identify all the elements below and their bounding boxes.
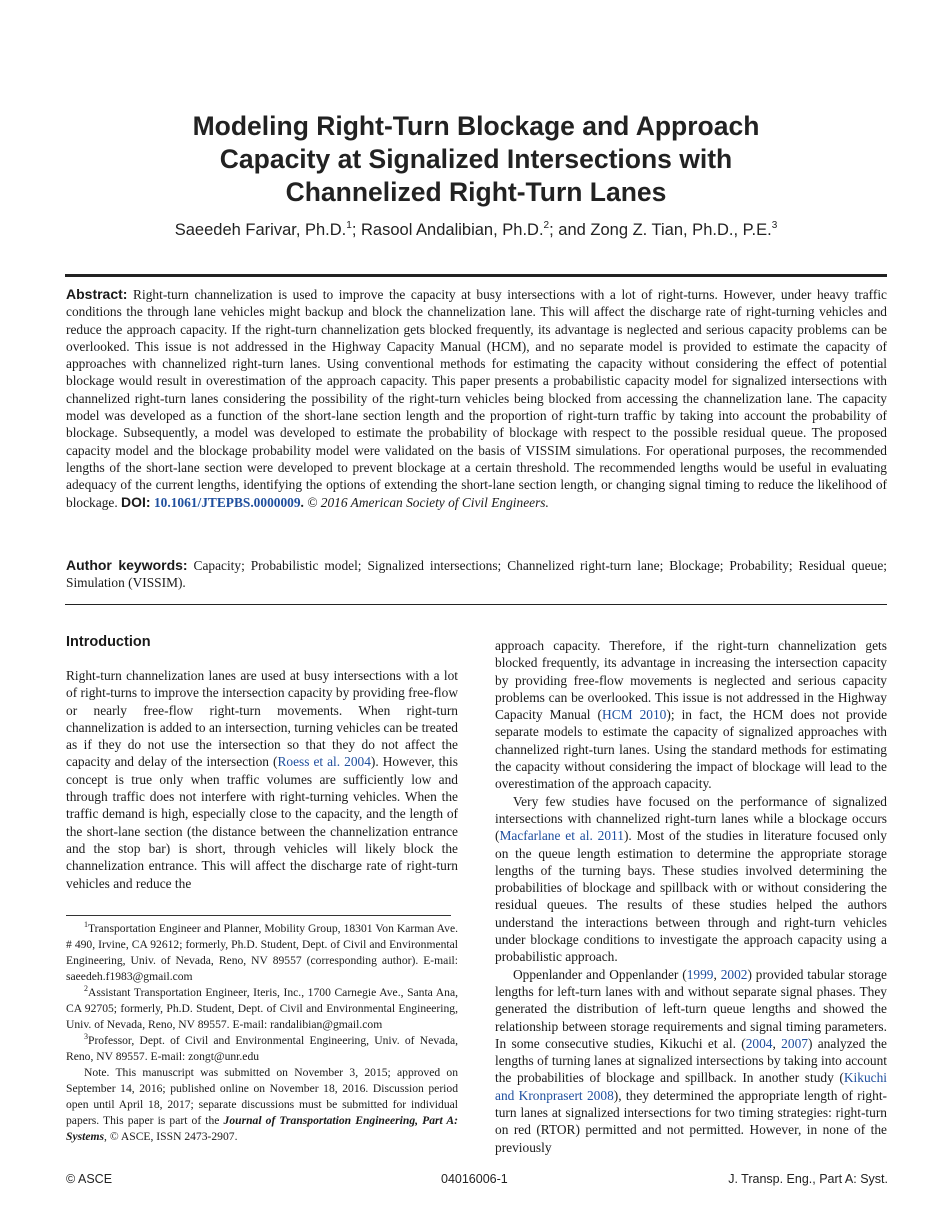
paragraph: Right-turn channelization lanes are used at busy intersections with a lot of right-turns to improve the intersection capacity by providing free-flow or nearly free-flow right-turn movements. When right-turn channelization is added to an intersection, turning vehicles can be treated as if they do not use the intersection so that they do not affect the capacity and delay of the intersection (Roess et al. 2004). However, this concept is true only when traffic volumes are sufficiently low and through traffic does not interfere with right-turning vehicles. When the traffic demand is high, especially close to the capacity, and the length of the short-lane section (the distance between the channelization entrance and the stop bar) is short, through vehicles will likely block the channelization entrance. This will affect the discharge rate of right-turn vehicles and reduce the (66, 668, 458, 891)
paragraph: Oppenlander and Oppenlander (1999, 2002) provided tabular storage lengths for left-turn lanes with and without separate signal phases. They generated the distribution of left-turn queue lengths and showed the relationship between storage requirements and signal timing parameters. In some consecutive studies, Kikuchi et al. (2004, 2007) analyzed the lengths of turning lanes at signalized intersections by taking into account the probabilities of blockage and spillback. In another study (Kikuchi and Kronprasert 2008), they determined the appropriate length of right-turn lanes at signalized intersections for two timing strategies: right-turn on red (RTOR) permitted and not permitted. However, in none of the previously (495, 966, 887, 1155)
footnote-3: $^3$Professor, Dept. of Civil and Environmental Engineering, Univ. of Nevada, Reno, NV 89557. E-mail: zongt@unr.edu (66, 1032, 458, 1063)
author-2-mark: 2 (543, 220, 550, 231)
doi-link[interactable]: 10.1061/JTEPBS.0000009 (153, 494, 301, 510)
citation-link[interactable]: Macfarlane et al. 2011 (499, 828, 624, 844)
abstract-text: Right-turn channelization is used to improve the capacity at busy intersections with a lot of right-turns. However, under heavy traffic conditions the through lane vehicles might backup and block the channelization lane. This will affect the discharge rate of right-turning vehicles and reduce the approach capacity. If the right-turn channelization gets blocked frequently, its advantage is neglected and serious capacity problems can be overlooked. This issue is not addressed in the Highway Capacity Manual (HCM), and no separate model is provided to estimate the capacity of approaches with channelized right-turn lanes. Using conventional methods for estimating the capacity without considering the effect of potential blockage would result in overestimation of the approach capacity. This paper presents a probabilistic capacity model for signalized intersections with channelized right-turn lanes considering the possibility of the right-turn vehicles being blocked from accessing the channelization lane. The capacity model was developed as a function of the short-lane section length and the proportion of right-turn traffic by taking into account the probability of blockage. Subsequently, a model was developed to estimate the probability of blockage with respect to the possible residual queue. The proposed capacity model and the blockage probability model were validated on the basis of VISSIM simulations. For operational purposes, the recommended lengths of the short-lane section were developed to prevent blockage at a certain threshold. The recommended lengths would be useful in evaluating adequacy of the current lengths, identifying the options of extending the short-lane section length, or changing signal timing to reduce the likelihood of blockage. (66, 287, 887, 510)
keywords-text: Capacity; Probabilistic model; Signalized intersections; Channelized right-turn lane; Blockage; Probability; Residual queue; Simulation (VISSIM). (66, 558, 888, 591)
footnote-1: $^1$Transportation Engineer and Planner, Mobility Group, 18301 Von Karman Ave. # 490, Irvine, CA 92612; formerly, Ph.D. Student, Dept. of Civil and Environmental Engineering, Univ. of Nevada, Reno, NV 89557 (corresponding author). E-mail: saeedeh.f1983@gmail.com (66, 920, 458, 983)
citation-link[interactable]: Roess et al. 2004 (277, 754, 371, 770)
copyright-notice: © 2016 American Society of Civil Engineers. (303, 494, 549, 510)
author-3: Zong Z. Tian, Ph.D., P.E. (590, 221, 772, 239)
citation-link[interactable]: 2004 (745, 1035, 773, 1051)
footnote-divider (66, 915, 451, 916)
right-column (495, 637, 887, 1156)
footer-page-id: 04016006-1 (441, 1172, 508, 1186)
doi-label: DOI: (121, 493, 151, 510)
abstract-label: Abstract: (66, 286, 128, 302)
journal-name: Journal of Transportation Engineering, Part A: Systems (66, 1114, 458, 1143)
header-divider (65, 274, 887, 277)
keywords-label: Author keywords: (66, 557, 188, 573)
citation-link[interactable]: HCM 2010 (602, 707, 667, 723)
abstract (66, 286, 887, 511)
author-keywords (66, 557, 887, 592)
author-list (60, 221, 892, 240)
footer-publisher: © ASCE (66, 1172, 113, 1186)
footnote-2: $^2$Assistant Transportation Engineer, Iteris, Inc., 1700 Carnegie Ave., Santa Ana, CA 92705; formerly, Ph.D. Student, Dept. of Civil and Environmental Engineering, Univ. of Nevada, Reno, NV 89557. E-mail: randalibian@gmail.com (66, 984, 458, 1031)
author-1: Saeedeh Farivar, Ph.D. (174, 221, 347, 239)
title-line-2: Capacity at Signalized Intersections with (219, 144, 733, 174)
paper-title (60, 110, 892, 209)
title-line-1: Modeling Right-Turn Blockage and Approach (192, 111, 760, 141)
citation-link[interactable]: Kikuchi and Kronprasert 2008 (495, 1070, 887, 1103)
manuscript-note: Note. This manuscript was submitted on November 3, 2015; approved on September 14, 2016; published online on November 18, 2016. Discussion period open until April 18, 2017; separate discussions must be submitted for individual papers. This paper is part of the Journal of Transportation Engineering, Part A: Systems, © ASCE, ISSN 2473-2907. (66, 1066, 458, 1143)
paragraph: Very few studies have focused on the performance of signalized intersections with channelized right-turn lanes while a blockage occurs (Macfarlane et al. 2011). Most of the studies in literature focused only on the queue length estimation to determine the appropriate storage lengths of the turning bays. These studies involved determining the probabilities of blockage and spillback with or without considering the residual queues. The results of these studies helped the authors understand the interactions between through and right-turn vehicles under blockage conditions to investigate the approach capacity using a probabilistic approach. (495, 793, 887, 965)
author-3-mark: 3 (771, 220, 778, 231)
citation-link[interactable]: 2007 (781, 1035, 808, 1051)
author-separator: ; and (549, 221, 591, 239)
section-heading-introduction: Introduction (66, 634, 151, 650)
paragraph: approach capacity. Therefore, if the right-turn channelization gets blocked frequently, its advantage in increasing the intersection capacity by providing free-flow movements is neglected and serious capacity problems can be overlooked. This issue is not addressed in the Highway Capacity Manual (HCM 2010); in fact, the HCM does not provide separate models to estimate the capacity of signalized approaches with channelized right-turn lanes. Using the standard methods for estimating the capacity without considering the impact of blockage will lead to the overestimation of the approach capacity. (495, 638, 888, 792)
doi-period: . (300, 494, 304, 510)
keywords-divider (65, 604, 887, 605)
footnotes (66, 921, 458, 1145)
citation-link[interactable]: 2002 (720, 966, 748, 982)
author-1-mark: 1 (346, 220, 352, 231)
left-column (66, 633, 458, 892)
citation-link[interactable]: 1999 (686, 966, 714, 982)
author-separator: ; (351, 221, 361, 239)
footer-journal: J. Transp. Eng., Part A: Syst. (728, 1172, 888, 1186)
title-line-3: Channelized Right-Turn Lanes (285, 177, 667, 207)
author-2: Rasool Andalibian, Ph.D. (361, 221, 544, 239)
